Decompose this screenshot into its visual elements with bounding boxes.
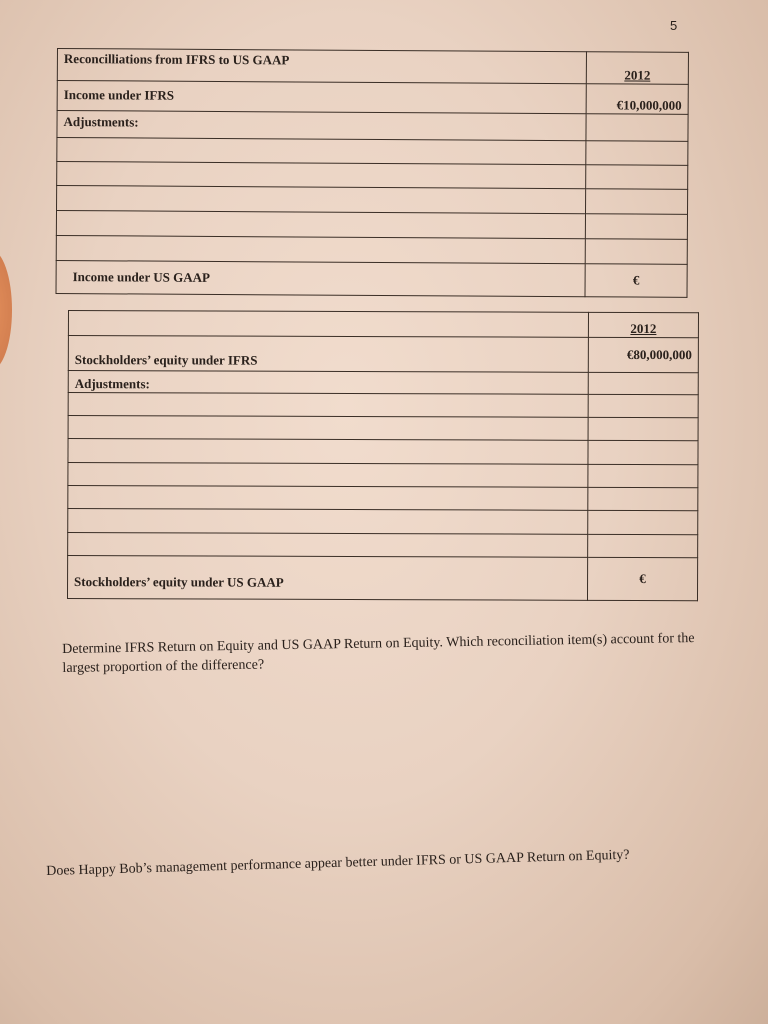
adjustment-row (68, 439, 698, 465)
income-ifrs-value: €10,000,000 (586, 84, 688, 115)
adjustment-row (56, 211, 687, 240)
equity-ifrs-label: Stockholders’ equity under IFRS (68, 336, 588, 373)
adjustment-row (68, 416, 698, 441)
income-reconciliation-table (55, 48, 688, 298)
year-header: 2012 (624, 67, 651, 83)
adjustment-row (68, 533, 698, 558)
equity-usgaap-label: Stockholders’ equity under US GAAP (67, 556, 587, 601)
equity-usgaap-value[interactable]: € (587, 557, 697, 600)
question-management-performance: Does Happy Bob’s management performance appear better under IFRS or US GAAP Return on Equity? (46, 847, 630, 879)
income-ifrs-label: Income under IFRS (57, 81, 586, 114)
income-usgaap-value[interactable]: € (585, 264, 687, 298)
equity-ifrs-value: €80,000,000 (588, 337, 698, 372)
adjustment-row (68, 393, 698, 418)
finger (0, 250, 12, 370)
adjustments-label: Adjustments: (68, 371, 588, 395)
equity-reconciliation-table (67, 310, 699, 601)
page-number: 5 (670, 18, 678, 33)
adjustment-row (68, 509, 698, 535)
adjustment-row (57, 186, 688, 215)
adjustment-row (68, 463, 698, 488)
adjustments-label: Adjustments: (57, 111, 586, 141)
question-roe-difference: Determine IFRS Return on Equity and US GAAP Return on Equity. Which reconciliation item(s) account for the largest proportion of the difference? (62, 630, 695, 676)
income-usgaap-label: Income under US GAAP (56, 260, 585, 296)
adjustment-row (56, 235, 687, 264)
adjustment-row (68, 486, 698, 511)
table-title: Reconcilliations from IFRS to US GAAP (57, 49, 586, 84)
year-header: 2012 (630, 320, 657, 337)
